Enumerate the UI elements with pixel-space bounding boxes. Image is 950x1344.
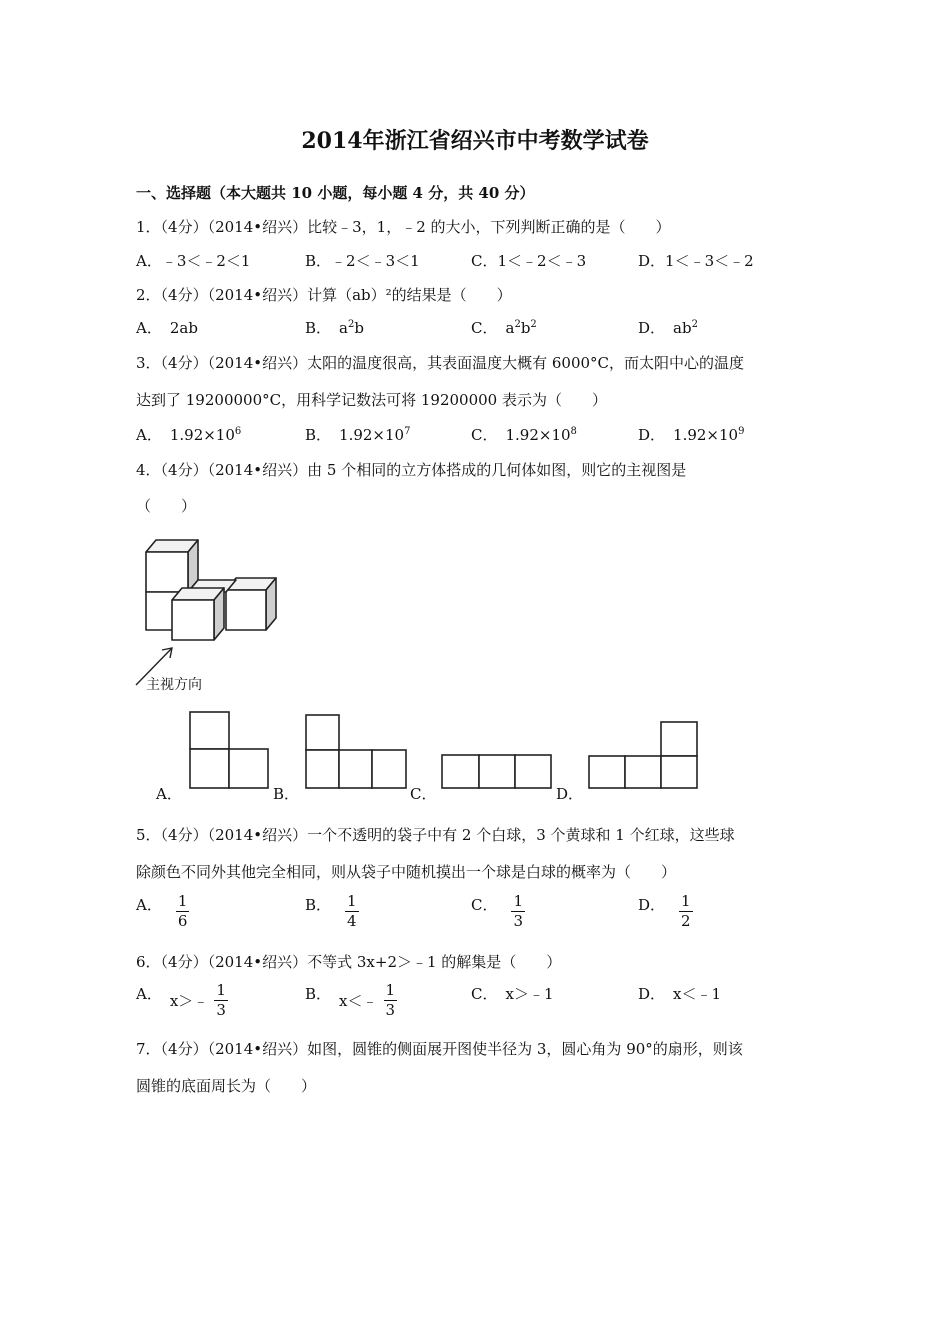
cube-solid-figure xyxy=(130,530,290,695)
question-3-stem-line2: 达到了 19200000°C，用科学记数法可将 19200000 表示为（ ） xyxy=(136,391,607,409)
q6-option-c xyxy=(471,983,554,1004)
q4-option-b-label: B． xyxy=(273,785,300,803)
q6-b-prefix: x＜﹣ xyxy=(339,992,378,1010)
q2-option-a xyxy=(136,317,198,338)
q1-option-c: C．1＜﹣2＜﹣3 xyxy=(471,252,587,270)
view-direction-label: 主视方向 xyxy=(146,677,202,693)
q5-b-numerator: 1 xyxy=(347,892,357,910)
q5-d-numerator: 1 xyxy=(681,892,691,910)
q3-option-a-label: A． xyxy=(136,426,162,444)
q1-option-a: A．﹣3＜﹣2＜1 xyxy=(136,252,251,270)
q3-a-mantissa: 1.92×10 xyxy=(169,426,235,444)
q3-c-exp: 8 xyxy=(570,426,577,437)
q5-option-d xyxy=(638,894,693,929)
section-heading: 一、选择题（本大题共 10 小题，每小题 4 分，共 40 分） xyxy=(136,184,535,202)
q5-d-denominator: 2 xyxy=(681,912,691,930)
q3-option-c-label: C． xyxy=(471,426,498,444)
q6-a-prefix: x＞﹣ xyxy=(169,992,209,1010)
q5-a-numerator: 1 xyxy=(177,892,188,910)
q6-b-numerator: 1 xyxy=(385,981,396,999)
q3-b-exp: 7 xyxy=(404,426,411,437)
q4-option-a-figure xyxy=(180,705,280,795)
q2-option-a-label: A． xyxy=(136,319,162,337)
q2-d-base: ab xyxy=(673,319,692,337)
q2-option-b xyxy=(305,317,364,338)
q5-option-b-label: B． xyxy=(305,896,332,914)
q5-a-fraction xyxy=(176,894,190,929)
q2-option-c-label: C． xyxy=(471,319,498,337)
q4-option-d-figure xyxy=(580,715,705,795)
q6-c-text: x＞﹣1 xyxy=(505,985,554,1003)
q2-option-c xyxy=(471,317,537,338)
q2-c-b: b xyxy=(520,319,531,337)
q2-d-exp: 2 xyxy=(691,319,698,330)
q6-b-fraction xyxy=(384,983,398,1018)
q6-a-denominator: 3 xyxy=(216,1001,226,1019)
question-7-stem-line2: 圆锥的底面周长为（ ） xyxy=(136,1077,317,1095)
q6-a-numerator: 1 xyxy=(216,981,226,999)
q4-option-c-label: C． xyxy=(410,785,437,803)
q3-option-b-label: B． xyxy=(305,426,332,444)
page-title: 2014年浙江省绍兴市中考数学试卷 xyxy=(301,128,649,154)
question-4-stem-line1: 4．（4分）（2014•绍兴）由 5 个相同的立方体搭成的几何体如图，则它的主视图是 xyxy=(136,461,687,479)
q5-c-fraction xyxy=(511,894,525,929)
q5-option-c-label: C． xyxy=(471,896,498,914)
q2-option-d xyxy=(638,317,698,338)
question-4-stem-line2: （ ） xyxy=(136,497,197,515)
q3-option-b xyxy=(305,424,410,445)
q6-b-denominator: 3 xyxy=(385,1001,396,1019)
q1-option-b: B．﹣2＜﹣3＜1 xyxy=(305,252,420,270)
q3-a-exp: 6 xyxy=(234,426,242,437)
q3-d-mantissa: 1.92×10 xyxy=(673,426,739,444)
q2-b-base: a xyxy=(339,319,348,337)
question-2-stem: 2．（4分）（2014•绍兴）计算（ab）²的结果是（ ） xyxy=(136,286,512,304)
q5-b-fraction xyxy=(345,894,359,929)
q5-option-d-label: D． xyxy=(638,896,666,914)
q6-option-b xyxy=(305,983,397,1018)
q5-option-a-label: A． xyxy=(136,896,162,914)
q3-option-c xyxy=(471,424,577,445)
q6-option-d xyxy=(638,983,721,1004)
q6-d-text: x＜﹣1 xyxy=(673,985,722,1003)
q6-option-d-label: D． xyxy=(638,985,666,1003)
q4-option-c-figure xyxy=(434,745,560,795)
q5-b-denominator: 4 xyxy=(347,912,357,930)
question-5-stem-line1: 5．（4分）（2014•绍兴）一个不透明的袋子中有 2 个白球，3 个黄球和 1 个红球，这些球 xyxy=(136,826,735,844)
q2-option-d-label: D． xyxy=(638,319,666,337)
q4-option-d-label: D． xyxy=(556,785,584,803)
q3-c-mantissa: 1.92×10 xyxy=(505,426,571,444)
q2-b-tail: b xyxy=(354,319,364,337)
question-5-stem-line2: 除颜色不同外其他完全相同，则从袋子中随机摸出一个球是白球的概率为（ ） xyxy=(136,863,677,881)
q3-option-a xyxy=(136,424,241,445)
q1-option-d: D．1＜﹣3＜﹣2 xyxy=(638,252,754,270)
question-6-stem: 6．（4分）（2014•绍兴）不等式 3x+2＞﹣1 的解集是（ ） xyxy=(136,953,562,971)
q5-d-fraction xyxy=(679,894,693,929)
q3-option-d xyxy=(638,424,744,445)
q3-option-d-label: D． xyxy=(638,426,666,444)
q5-c-denominator: 3 xyxy=(513,912,524,930)
q5-c-numerator: 1 xyxy=(513,892,524,910)
q2-b-exp: 2 xyxy=(347,319,355,330)
q2-option-b-label: B． xyxy=(305,319,332,337)
q6-option-a xyxy=(136,983,228,1018)
q2-option-a-text: 2ab xyxy=(169,319,198,337)
q5-option-b xyxy=(305,894,359,929)
q4-option-b-figure xyxy=(296,705,416,795)
q5-option-c xyxy=(471,894,525,929)
q3-b-mantissa: 1.92×10 xyxy=(339,426,405,444)
q4-option-a-label: A． xyxy=(156,785,182,803)
q5-a-denominator: 6 xyxy=(177,912,188,930)
q5-option-a xyxy=(136,894,189,929)
q6-option-a-label: A． xyxy=(136,985,162,1003)
q6-a-fraction xyxy=(214,983,228,1018)
q3-d-exp: 9 xyxy=(738,426,745,437)
question-7-stem-line1: 7．（4分）（2014•绍兴）如图，圆锥的侧面展开图使半径为 3，圆心角为 90°的扇形，则该 xyxy=(136,1040,743,1058)
q2-c-bexp: 2 xyxy=(530,319,537,330)
q2-c-aexp: 2 xyxy=(514,319,521,330)
q2-c-a: a xyxy=(505,319,515,337)
q6-option-b-label: B． xyxy=(305,985,332,1003)
question-3-stem-line1: 3．（4分）（2014•绍兴）太阳的温度很高，其表面温度大概有 6000°C，而太阳中心的温度 xyxy=(136,354,745,372)
question-1-stem: 1．（4分）（2014•绍兴）比较﹣3，1，﹣2 的大小，下列判断正确的是（ ） xyxy=(136,218,671,236)
q6-option-c-label: C． xyxy=(471,985,498,1003)
